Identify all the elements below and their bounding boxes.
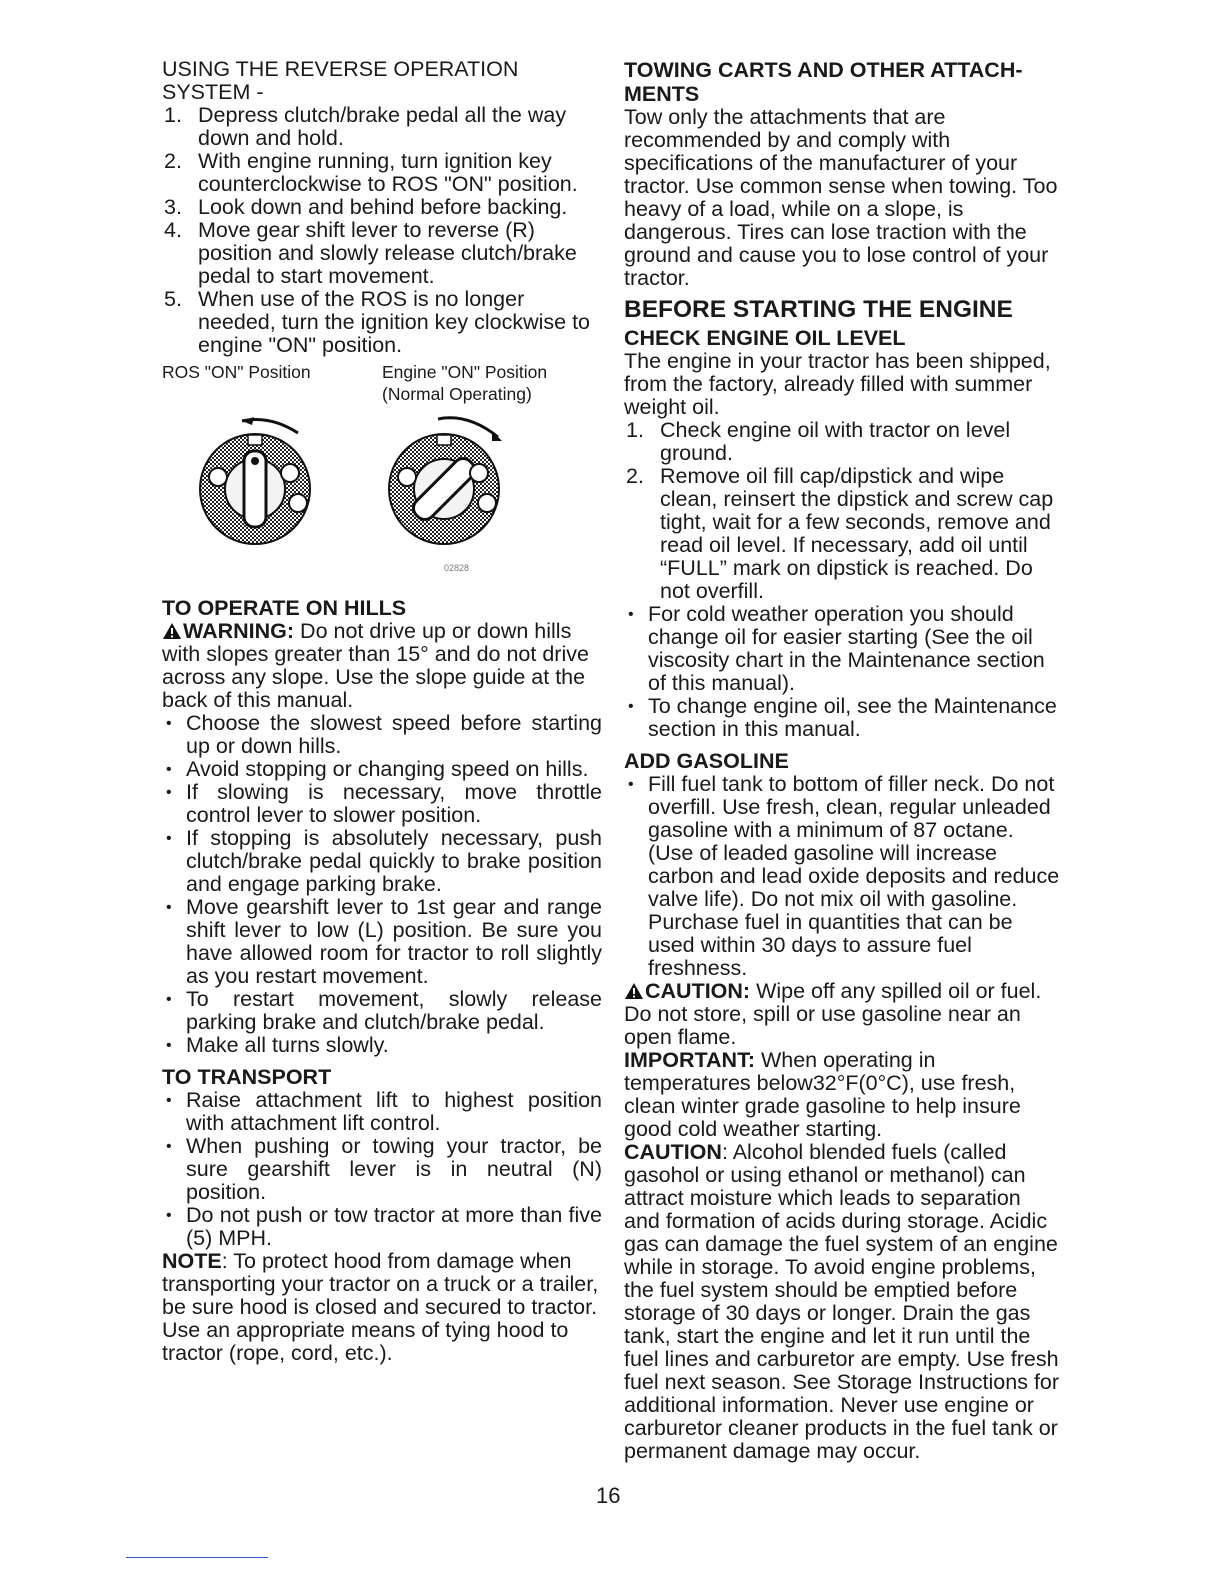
- list-item: • For cold weather operation you should change oil for easier starting (See the oil viscosity chart in the Maintenance section of this manual).: [624, 603, 1062, 695]
- list-item: • Do not push or tow tractor at more than five (5) MPH.: [162, 1204, 602, 1250]
- list-item: [162, 288, 602, 357]
- list-item: • Move gearshift lever to 1st gear and range shift lever to low (L) position. Be sure you have allowed room for tractor to roll slightly as you restart movement.: [162, 896, 602, 988]
- list-item: • Avoid stopping or changing speed on hills.: [162, 758, 602, 781]
- footer-divider: [126, 1557, 268, 1558]
- add-gasoline-heading: ADD GASOLINE: [624, 749, 789, 773]
- step-number: 2.: [164, 149, 182, 173]
- step-number: 2.: [626, 464, 644, 488]
- list-item: [162, 219, 602, 288]
- note-text: : To protect hood from damage when transporting your tractor on a truck or a trailer, be sure hood is closed and secured to tractor. Use an appropriate means of tying hood to tractor (rope, cord, etc.).: [162, 1249, 599, 1365]
- step-text: Move gear shift lever to reverse (R) position and slowly release clutch/brake pedal to start movement.: [198, 218, 577, 288]
- hills-bullets: [162, 712, 602, 1057]
- step-text: Check engine oil with tractor on level ground.: [660, 418, 1011, 465]
- step-text: When use of the ROS is no longer needed, turn the ignition key clockwise to engine "ON" position.: [198, 287, 591, 357]
- list-item: [162, 104, 602, 150]
- step-number: 1.: [164, 103, 182, 127]
- ros-ignition-knob-icon: [190, 411, 320, 546]
- list-item: • When pushing or towing your tractor, be sure gearshift lever is in neutral (N) position.: [162, 1135, 602, 1204]
- gasoline-caution-alcohol: [624, 1141, 1062, 1463]
- ros-title-line2: SYSTEM -: [162, 80, 264, 104]
- before-starting-heading: BEFORE STARTING THE ENGINE: [624, 296, 1013, 323]
- gasoline-caution: [624, 980, 1062, 1049]
- warning-triangle-icon: [162, 622, 182, 640]
- oil-steps: [624, 419, 1062, 603]
- step-number: 5.: [164, 287, 182, 311]
- caution-text: Wipe off any spilled oil or fuel. Do not store, spill or use gasoline near an open flame.: [624, 979, 1042, 1049]
- warning-text: Do not drive up or down hills with slopes greater than 15° and do not drive across any slope. Use the slope guide at the back of this manual.: [162, 619, 589, 712]
- hills-heading: TO OPERATE ON HILLS: [162, 596, 407, 620]
- caution2-label: CAUTION: [624, 1140, 722, 1164]
- ros-title-line1: USING THE REVERSE OPERATION: [162, 57, 519, 81]
- list-item: • To change engine oil, see the Maintenance section in this manual.: [624, 695, 1062, 741]
- list-item: • Raise attachment lift to highest position with attachment lift control.: [162, 1089, 602, 1135]
- list-item: [624, 465, 1062, 603]
- hills-warning: [162, 620, 602, 712]
- check-oil-heading: CHECK ENGINE OIL LEVEL: [624, 326, 906, 350]
- list-item: [162, 196, 602, 219]
- note-label: NOTE: [162, 1249, 222, 1273]
- caption-engine-on: [382, 361, 547, 405]
- warning-triangle-icon: [624, 982, 644, 1000]
- step-text: Remove oil fill cap/dipstick and wipe clean, reinsert the dipstick and screw cap tight, wait for a few seconds, remove and read oil level. If necessary, add oil until “FULL” mark on dipstick is reached. Do not overfill.: [660, 464, 1054, 603]
- oil-bullets: [624, 603, 1062, 741]
- caution2-text: : Alcohol blended fuels (called gasohol or using ethanol or methanol) can attract moisture which leads to separation and formation of acids during storage. Acidic gas can damage the fuel system of an engine while in storage. To avoid engine problems, the fuel system should be emptied before storage of 30 days or longer. Drain the gas tank, start the engine and let it run until the fuel lines and carburetor are empty. Use fresh fuel next season. See Storage Instructions for additional information. Never use engine or carburetor cleaner products in the fuel tank or permanent damage may occur.: [624, 1140, 1060, 1463]
- list-item: [624, 419, 1062, 465]
- transport-note: [162, 1250, 602, 1365]
- important-text: When operating in temperatures below32°F(0°C), use fresh, clean winter grade gasoline to help insure good cold weather starting.: [624, 1048, 1021, 1141]
- warning-label: WARNING:: [183, 619, 295, 643]
- list-item: • If slowing is necessary, move throttle control lever to slower position.: [162, 781, 602, 827]
- transport-bullets: [162, 1089, 602, 1250]
- list-item: • To restart movement, slowly release parking brake and clutch/brake pedal.: [162, 988, 602, 1034]
- step-text: With engine running, turn ignition key counterclockwise to ROS "ON" position.: [198, 149, 578, 196]
- left-column: [162, 58, 602, 1365]
- page-number: 16: [596, 1483, 621, 1508]
- gasoline-important: [624, 1049, 1062, 1141]
- caution-label: CAUTION:: [645, 979, 751, 1003]
- oil-intro: The engine in your tractor has been shipped, from the factory, already filled with summer weight oil.: [624, 349, 1051, 419]
- right-column: [624, 58, 1062, 1463]
- step-text: Look down and behind before backing.: [198, 195, 568, 219]
- figure-code: 02828: [444, 563, 470, 573]
- caption-engine-line2: (Normal Operating): [382, 384, 532, 404]
- list-item: • If stopping is absolutely necessary, push clutch/brake pedal quickly to brake position and engage parking brake.: [162, 827, 602, 896]
- step-number: 3.: [164, 195, 182, 219]
- list-item: [162, 150, 602, 196]
- caption-ros-on: ROS "ON" Position: [162, 362, 311, 382]
- list-item: • Choose the slowest speed before starting up or down hills.: [162, 712, 602, 758]
- ros-steps: [162, 104, 602, 357]
- step-text: Depress clutch/brake pedal all the way down and hold.: [198, 103, 567, 150]
- step-number: 4.: [164, 218, 182, 242]
- towing-heading: TOWING CARTS AND OTHER ATTACH-MENTS: [624, 58, 1023, 106]
- step-number: 1.: [626, 418, 644, 442]
- transport-heading: TO TRANSPORT: [162, 1065, 332, 1089]
- engine-ignition-knob-icon: [376, 411, 516, 546]
- caption-engine-line1: Engine "ON" Position: [382, 362, 548, 382]
- ignition-key-figure: [162, 361, 602, 586]
- towing-text: Tow only the attachments that are recommended by and comply with specifications of the manufacturer of your tractor. Use common sense when towing. Too heavy of a load, while on a slope, is dangerous. Tires can lose traction with the ground and cause you to lose control of your tractor.: [624, 105, 1058, 290]
- important-label: IMPORTANT:: [624, 1048, 755, 1072]
- list-item: • Fill fuel tank to bottom of filler neck. Do not overfill. Use fresh, clean, regular unleaded gasoline with a minimum of 87 octane. (Use of leaded gasoline will increase carbon and lead oxide deposits and reduce valve life). Do not mix oil with gasoline. Purchase fuel in quantities that can be used within 30 days to assure fuel freshness.: [624, 773, 1062, 980]
- list-item: • Make all turns slowly.: [162, 1034, 602, 1057]
- gasoline-bullets: [624, 773, 1062, 980]
